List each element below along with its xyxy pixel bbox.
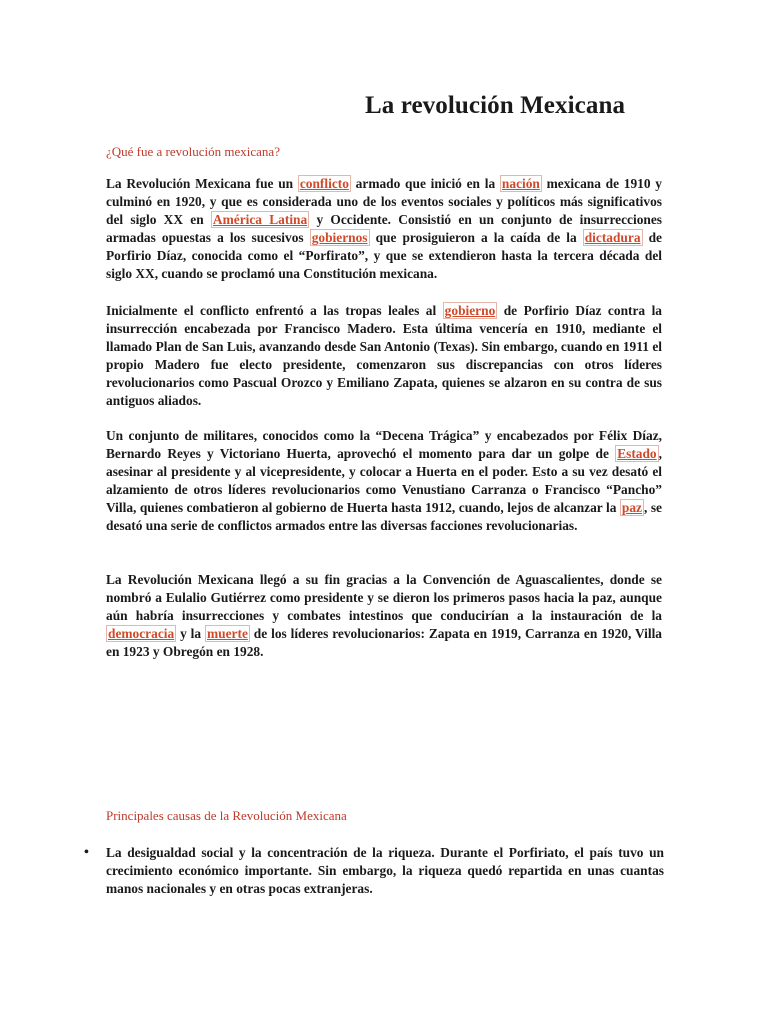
list-item (84, 844, 664, 898)
link-nacion[interactable]: nación (501, 176, 540, 191)
link-paz[interactable]: paz (621, 500, 642, 515)
text-run: que prosiguieron a la caída de la (369, 230, 583, 245)
text-run: , se desató una serie de conflictos armados entre las diversas facciones revolucionarias. (106, 500, 662, 533)
text-run: , asesinar al presidente y al vicepresidente, y colocar a Huerta en el poder. Esto a su vez desató el alzamiento de otros líderes revolucionarios como Venustiano Carranza o Francisco “Pancho” Villa, quienes combatieron al gobierno de Huerta hasta 1912, cuando, lejos de alcanzar la (106, 446, 662, 515)
link-gobiernos[interactable]: gobiernos (311, 230, 368, 245)
section-heading-causes: Principales causas de la Revolución Mexicana (106, 808, 347, 823)
link-america-latina[interactable]: América Latina (212, 212, 308, 227)
text-run: y Occidente. Consistió en un conjunto de insurrecciones armadas opuestas a los sucesivos (106, 212, 662, 245)
link-conflicto[interactable]: conflicto (299, 176, 349, 191)
text-run: de Porfirio Díaz, conocida como el “Porfirato”, y que se extendieron hasta la tercera década del siglo XX, cuando se proclamó una Constitución mexicana. (106, 230, 662, 281)
link-muerte[interactable]: muerte (207, 626, 248, 641)
paragraph-3 (106, 427, 662, 535)
paragraph-2 (106, 302, 662, 410)
link-democracia[interactable]: democracia (108, 626, 175, 641)
paragraph-4 (106, 571, 662, 661)
document-title: La revolución Mexicana (365, 92, 626, 119)
paragraph-1 (106, 175, 662, 283)
text-run: armado que inició en la (350, 176, 500, 191)
causes-list (84, 844, 664, 898)
text-run: Un conjunto de militares, conocidos como la “Decena Trágica” y encabezados por Félix Díaz, Bernardo Reyes y Victoriano Huerta, aprovechó el momento para dar un golpe de (106, 428, 662, 461)
text-run: La Revolución Mexicana llegó a su fin gracias a la Convención de Aguascalientes, donde se nombró a Eulalio Gutiérrez como presidente y se dieron los primeros pasos hacia la paz, aunque aún habría insurrecciones y combates intestinos que conducirían a la instauración de la (106, 572, 662, 623)
link-estado[interactable]: Estado (617, 446, 657, 461)
text-run: de los líderes revolucionarios: Zapata en 1919, Carranza en 1920, Villa en 1923 y Obregón en 1928. (106, 626, 663, 659)
section-heading-what-was: ¿Qué fue a revolución mexicana? (106, 144, 280, 159)
bullet-icon: • (84, 845, 89, 860)
link-dictadura[interactable]: dictadura (584, 230, 641, 245)
text-run: Inicialmente el conflicto enfrentó a las tropas leales al (106, 303, 443, 318)
text-run: de Porfirio Díaz contra la insurrección encabezada por Francisco Madero. Esta última vencería en 1910, mediante el llamado Plan de San Luis, avanzando desde San Antonio (Texas). Sin embargo, cuando en 1911 el propio Madero fue electo presidente, comenzaron sus discrepancias con otros líderes revolucionarios como Pascual Orozco y Emiliano Zapata, quienes se alzaron en su contra de sus antiguos aliados. (106, 303, 662, 408)
link-gobierno[interactable]: gobierno (444, 303, 496, 318)
list-item-text: La desigualdad social y la concentración de la riqueza. Durante el Porfiriato, el país tuvo un crecimiento económico importante. Sin embargo, la riqueza quedó repartida en unas cuantas manos nacionales y en otras pocas extranjeras. (106, 845, 664, 896)
text-run: y la (176, 626, 205, 641)
text-run: mexicana de 1910 y culminó en 1920, y que es considerada uno de los eventos sociales y políticos más significativos del siglo XX en (106, 176, 663, 227)
text-run: La Revolución Mexicana fue un (106, 176, 298, 191)
